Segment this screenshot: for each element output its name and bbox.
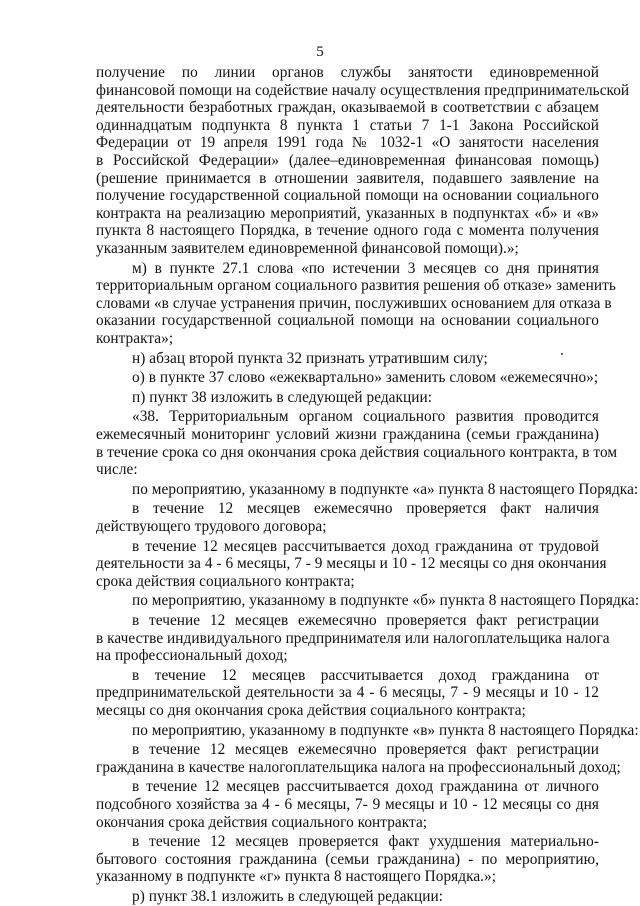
text-line: в течение 12 месяцев рассчитывается доход гражданина от личного: [132, 778, 599, 796]
text-line: на профессиональный доход;: [96, 647, 288, 665]
text-line: месяцы со дня окончания срока действия социального контракта;: [96, 702, 526, 719]
text-line: в течение 12 месяцев ежемесячно проверяется факт регистрации: [132, 741, 599, 759]
text-line: по мероприятию, указанному в подпункте «а» пункта 8 настоящего Порядка:: [132, 480, 639, 498]
text-line: бытового состояния гражданина (семьи гражданина) - по мероприятию,: [96, 850, 599, 868]
text-line: в качестве индивидуального предпринимателя или налогоплательщика налога: [96, 629, 610, 647]
text-line: указанным заявителем единовременной финансовой помощи).»;: [96, 240, 519, 257]
text-line: предпринимательской деятельности за 4 - 6 месяцы, 7 - 9 месяцы и 10 - 12: [96, 684, 599, 702]
scan-speck: [561, 353, 563, 355]
text-line: финансовой помощи на содействие началу осуществления предпринимательской: [96, 81, 630, 99]
text-line: н) абзац второй пункта 32 признать утратившим силу;: [132, 349, 488, 367]
text-line: получение по линии органов службы занятости единовременной: [96, 64, 599, 81]
text-line: ежемесячный мониторинг условий жизни гражданина (семьи гражданина): [96, 426, 599, 443]
text-line: (решение принимается в отношении заявителя, подавшего заявление на: [96, 169, 599, 187]
text-line: в течение 12 месяцев рассчитывается доход гражданина от: [132, 666, 599, 684]
text-line: одиннадцатым подпункта 8 пункта 1 статьи 7 1-1 Закона Российской: [96, 116, 599, 134]
text-line: в течение 12 месяцев ежемесячно проверяется факт наличия: [132, 500, 599, 518]
text-line: контракта на реализацию мероприятий, указанных в подпунктах «б» и «в»: [96, 204, 599, 222]
text-line: Федерации от 19 апреля 1991 года № 1032-1 «О занятости населения: [96, 134, 599, 152]
text-line: деятельности за 4 - 6 месяцы, 7 - 9 месяцы и 10 - 12 месяцы со дня окончания: [96, 555, 607, 573]
text-line: р) пункт 38.1 изложить в следующей редакции:: [132, 888, 444, 905]
text-line: контракта»;: [96, 330, 174, 347]
text-line: о) в пункте 37 слово «ежеквартально» заменить словом «ежемесячно»;: [132, 369, 599, 387]
text-line: п) пункт 38 изложить в следующей редакции:: [132, 388, 433, 406]
text-line: числе:: [96, 461, 138, 479]
text-line: подсобного хозяйства за 4 - 6 месяцы, 7- 9 месяцы и 10 - 12 месяцы со дня: [96, 796, 599, 813]
text-line: действующего трудового договора;: [96, 518, 327, 535]
text-line: территориальным органом социального развития решения об отказе» заменить: [96, 277, 616, 295]
text-line: в течение срока со дня окончания срока действия социального контракта, в том: [96, 443, 618, 461]
text-line: «38. Территориальным органом социального развития проводится: [132, 408, 599, 426]
text-line: в течение 12 месяцев проверяется факт ухудшения материально-: [132, 833, 599, 851]
text-line: оказании государственной социальной помощи на основании социального: [96, 312, 599, 330]
text-line: словами «в случае устранения причин, послуживших основанием для отказа в: [96, 294, 612, 312]
text-line: по мероприятию, указанному в подпункте «в» пункта 8 настоящего Порядка:: [132, 721, 639, 739]
text-line: получение государственной социальной помощи на основании социального: [96, 187, 599, 205]
text-line: срока действия социального контракта;: [96, 572, 355, 590]
text-line: гражданина в качестве налогоплательщика налога на профессиональный доход;: [96, 758, 621, 776]
text-line: м) в пункте 27.1 слова «по истечении 3 месяцев со дня принятия: [132, 259, 599, 277]
text-line: пункта 8 настоящего Порядка, в течение одного года с момента получения: [96, 222, 599, 240]
text-line: деятельности безработных граждан, оказываемой в соответствии с абзацем: [96, 99, 599, 117]
page-number: 5: [316, 44, 324, 60]
text-line: указанному в подпункте «г» пункта 8 настоящего Порядка.»;: [96, 868, 497, 886]
text-line: по мероприятию, указанному в подпункте «б» пункта 8 настоящего Порядка:: [132, 592, 640, 610]
text-line: в Российской Федерации» (далее–единовременная финансовая помощь): [96, 152, 599, 169]
text-line: в течение 12 месяцев ежемесячно проверяется факт регистрации: [132, 612, 599, 629]
text-line: в течение 12 месяцев рассчитывается доход гражданина от трудовой: [132, 537, 599, 555]
text-line: окончания срока действия социального контракта;: [96, 813, 428, 831]
